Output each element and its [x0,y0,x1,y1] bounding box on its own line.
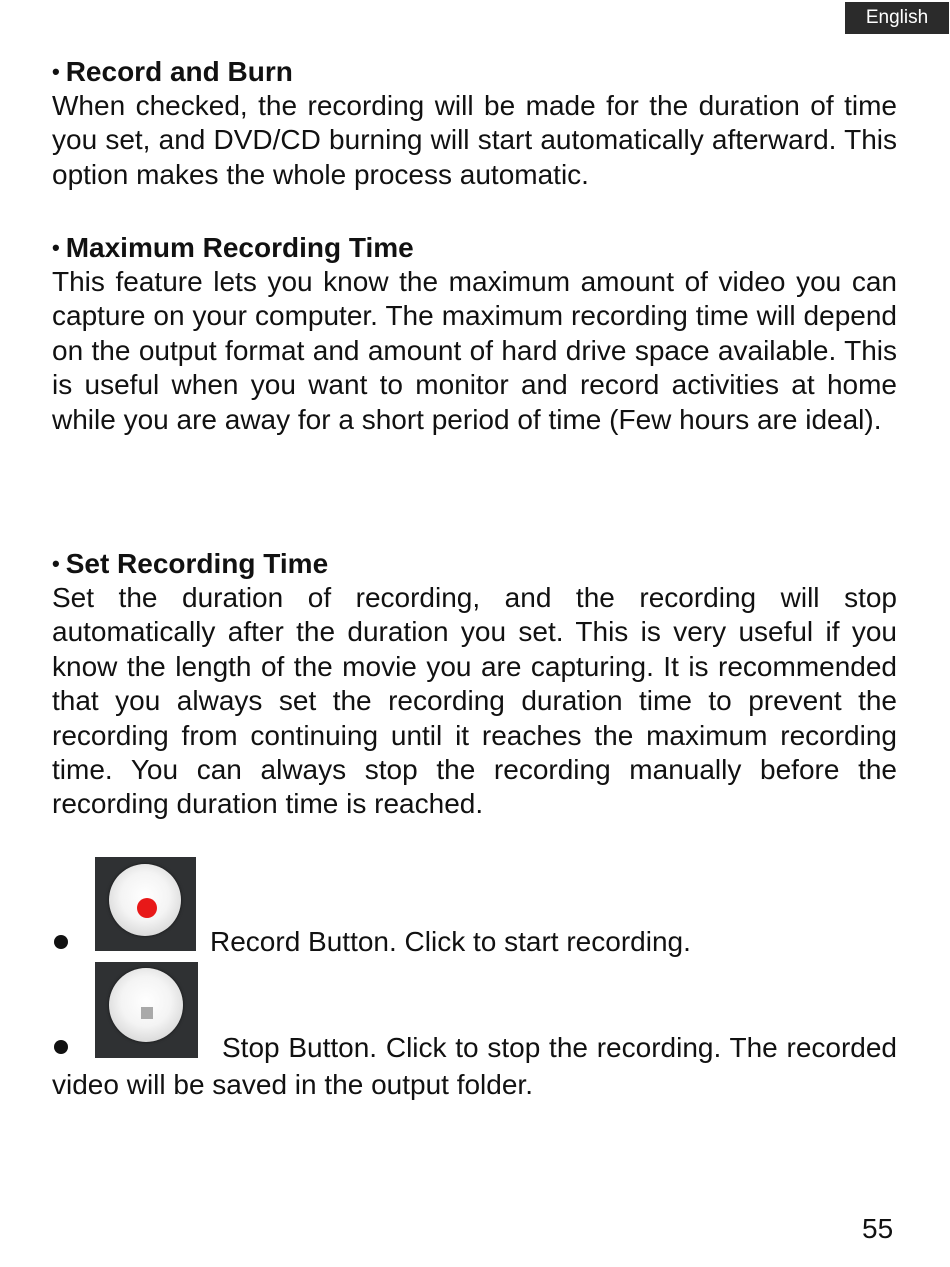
section-body: This feature lets you know the maximum amount of video you can capture on your computer. The maximum recording time will depend on the output format and amount of hard drive space available. This is useful when you want to monitor and record activities at home while you are away for a short period of time (Few hours are ideal). [52,266,897,435]
stop-button-row [52,962,897,1102]
page-number: 55 [862,1213,894,1244]
section-heading [52,55,897,89]
record-button-row [52,855,897,955]
bullet-icon: • [52,59,60,84]
section-title: Set Recording Time [65,548,329,579]
language-tab: English [845,2,949,34]
stop-square-icon [141,1007,153,1019]
section-set-recording-time [52,547,897,822]
bullet-icon: • [52,551,60,576]
section-maximum-recording-time [52,231,897,437]
bullet-icon [54,935,68,949]
section-body: Set the duration of recording, and the recording will stop automatically after the duration you set. This is very useful if you know the length of the movie you are capturing. It is recommended that you always set the recording duration time to prevent the recording from continuing until it reaches the maximum recording time. You can always stop the recording manually before the recording duration time is reached. [52,582,897,820]
section-title: Maximum Recording Time [65,232,414,263]
record-icon [95,857,196,951]
section-heading [52,547,897,581]
stop-button-description: Stop Button. Click to stop the recording. The recorded video will be saved in the output folder. [52,1032,897,1100]
record-dot-icon [137,898,157,918]
section-heading [52,231,897,265]
section-title: Record and Burn [65,56,293,87]
record-button-description: Record Button. Click to start recording. [210,926,691,957]
section-record-and-burn [52,55,897,192]
section-body: When checked, the recording will be made for the duration of time you set, and DVD/CD burning will start automatically afterward. This option makes the whole process automatic. [52,90,897,190]
bullet-icon: • [52,235,60,260]
